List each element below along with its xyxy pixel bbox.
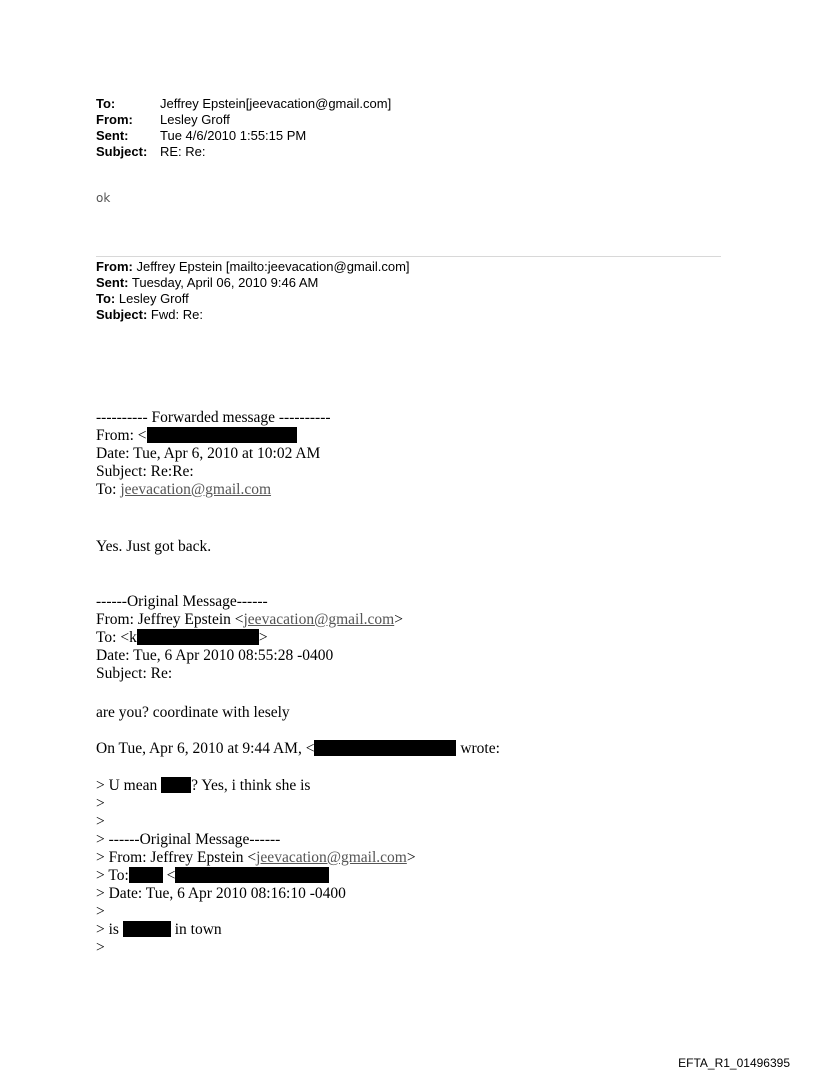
fwd-sent-row [96, 275, 410, 291]
fwd-to-value: Lesley Groff [118, 291, 189, 306]
original-to-partial: k [129, 629, 137, 646]
quoted-from-prefix: > From: Jeffrey Epstein < [96, 849, 257, 866]
quoted-date: > Date: Tue, 6 Apr 2010 08:16:10 -0400 [96, 885, 346, 902]
fwd-to-label: To: [96, 291, 116, 306]
fwd-from-row [96, 259, 410, 275]
quoted-line [96, 777, 416, 795]
fwd-subject-value: Fwd: Re: [150, 307, 203, 322]
original-to-suffix: > [258, 629, 268, 646]
fwd-to-row [96, 291, 410, 307]
wrote-prefix: On Tue, Apr 6, 2010 at 9:44 AM, < [96, 740, 315, 757]
quoted-from-row [96, 849, 416, 867]
quoted-message [96, 777, 416, 957]
wrote-suffix: wrote: [456, 740, 500, 757]
redaction-box [147, 427, 297, 443]
to-row [96, 96, 391, 112]
quoted-from-suffix: > [406, 849, 416, 866]
original-to-prefix: To: < [96, 629, 130, 646]
to-label: To: [96, 96, 116, 111]
forward-header [96, 259, 410, 323]
original-banner: ------Original Message------ [96, 593, 268, 610]
original-body: are you? coordinate with lesely [96, 704, 290, 721]
fwd-from-value: Jeffrey Epstein [mailto:jeevacation@gmail.com] [136, 259, 410, 274]
wrote-line [96, 740, 500, 758]
top-header [96, 96, 391, 160]
quoted-to-row [96, 867, 416, 885]
redaction-box [175, 867, 329, 883]
sent-label: Sent: [96, 128, 129, 143]
forwarded-from: From: < [96, 427, 147, 444]
fwd-subject-row [96, 307, 410, 323]
subject-row [96, 144, 391, 160]
redaction-box [314, 740, 456, 756]
redaction-box [161, 777, 191, 793]
forwarded-to-row [96, 481, 331, 499]
quoted-gt: > [96, 903, 105, 920]
original-from-link[interactable]: jeevacation@gmail.com [243, 611, 395, 628]
from-value: Lesley Groff [160, 112, 230, 127]
quoted-umean-prefix: > U mean [96, 777, 162, 794]
quoted-to-mid: < [162, 867, 176, 884]
forwarded-to-link[interactable]: jeevacation@gmail.com [120, 481, 272, 498]
redaction-box [123, 921, 171, 937]
to-value: Jeffrey Epstein[jeevacation@gmail.com] [160, 96, 392, 111]
original-message [96, 593, 403, 683]
quoted-is-row [96, 921, 416, 939]
fwd-sent-value: Tuesday, April 06, 2010 9:46 AM [131, 275, 319, 290]
document-id: EFTA_R1_01496395 [678, 1056, 790, 1070]
redaction-box [129, 867, 163, 883]
original-from-suffix: > [394, 611, 403, 628]
quoted-is-prefix: > is [96, 921, 123, 938]
original-to-row [96, 629, 403, 647]
original-subject: Subject: Re: [96, 665, 173, 682]
quoted-gt: > [96, 813, 105, 830]
fwd-sent-label: Sent: [96, 275, 129, 290]
quoted-banner: > ------Original Message------ [96, 831, 281, 848]
from-row [96, 112, 391, 128]
redaction-box [137, 629, 259, 645]
subject-value: RE: Re: [160, 144, 206, 159]
quoted-gt: > [96, 795, 105, 812]
forwarded-banner: ---------- Forwarded message ---------- [96, 409, 331, 426]
subject-label: Subject: [96, 144, 148, 159]
quoted-umean-suffix: ? Yes, i think she is [191, 777, 311, 794]
forwarded-subject: Subject: Re:Re: [96, 463, 194, 480]
from-label: From: [96, 112, 133, 127]
forwarded-to-prefix: To: [96, 481, 121, 498]
quoted-to-prefix: > To: [96, 867, 129, 884]
sent-row [96, 128, 391, 144]
fwd-subject-label: Subject: [96, 307, 148, 322]
forwarded-body: Yes. Just got back. [96, 538, 212, 555]
forwarded-date: Date: Tue, Apr 6, 2010 at 10:02 AM [96, 445, 321, 462]
forwarded-message [96, 409, 331, 499]
sent-value: Tue 4/6/2010 1:55:15 PM [160, 128, 307, 143]
original-from-prefix: From: Jeffrey Epstein < [96, 611, 244, 628]
quoted-from-link[interactable]: jeevacation@gmail.com [256, 849, 407, 866]
reply-body: ok [96, 191, 111, 205]
forwarded-from-row [96, 427, 331, 445]
original-date: Date: Tue, 6 Apr 2010 08:55:28 -0400 [96, 647, 334, 664]
quoted-gt: > [96, 939, 105, 956]
quoted-is-suffix: in town [170, 921, 222, 938]
original-from-row [96, 611, 403, 629]
fwd-from-label: From: [96, 259, 133, 274]
separator-line [96, 256, 721, 257]
